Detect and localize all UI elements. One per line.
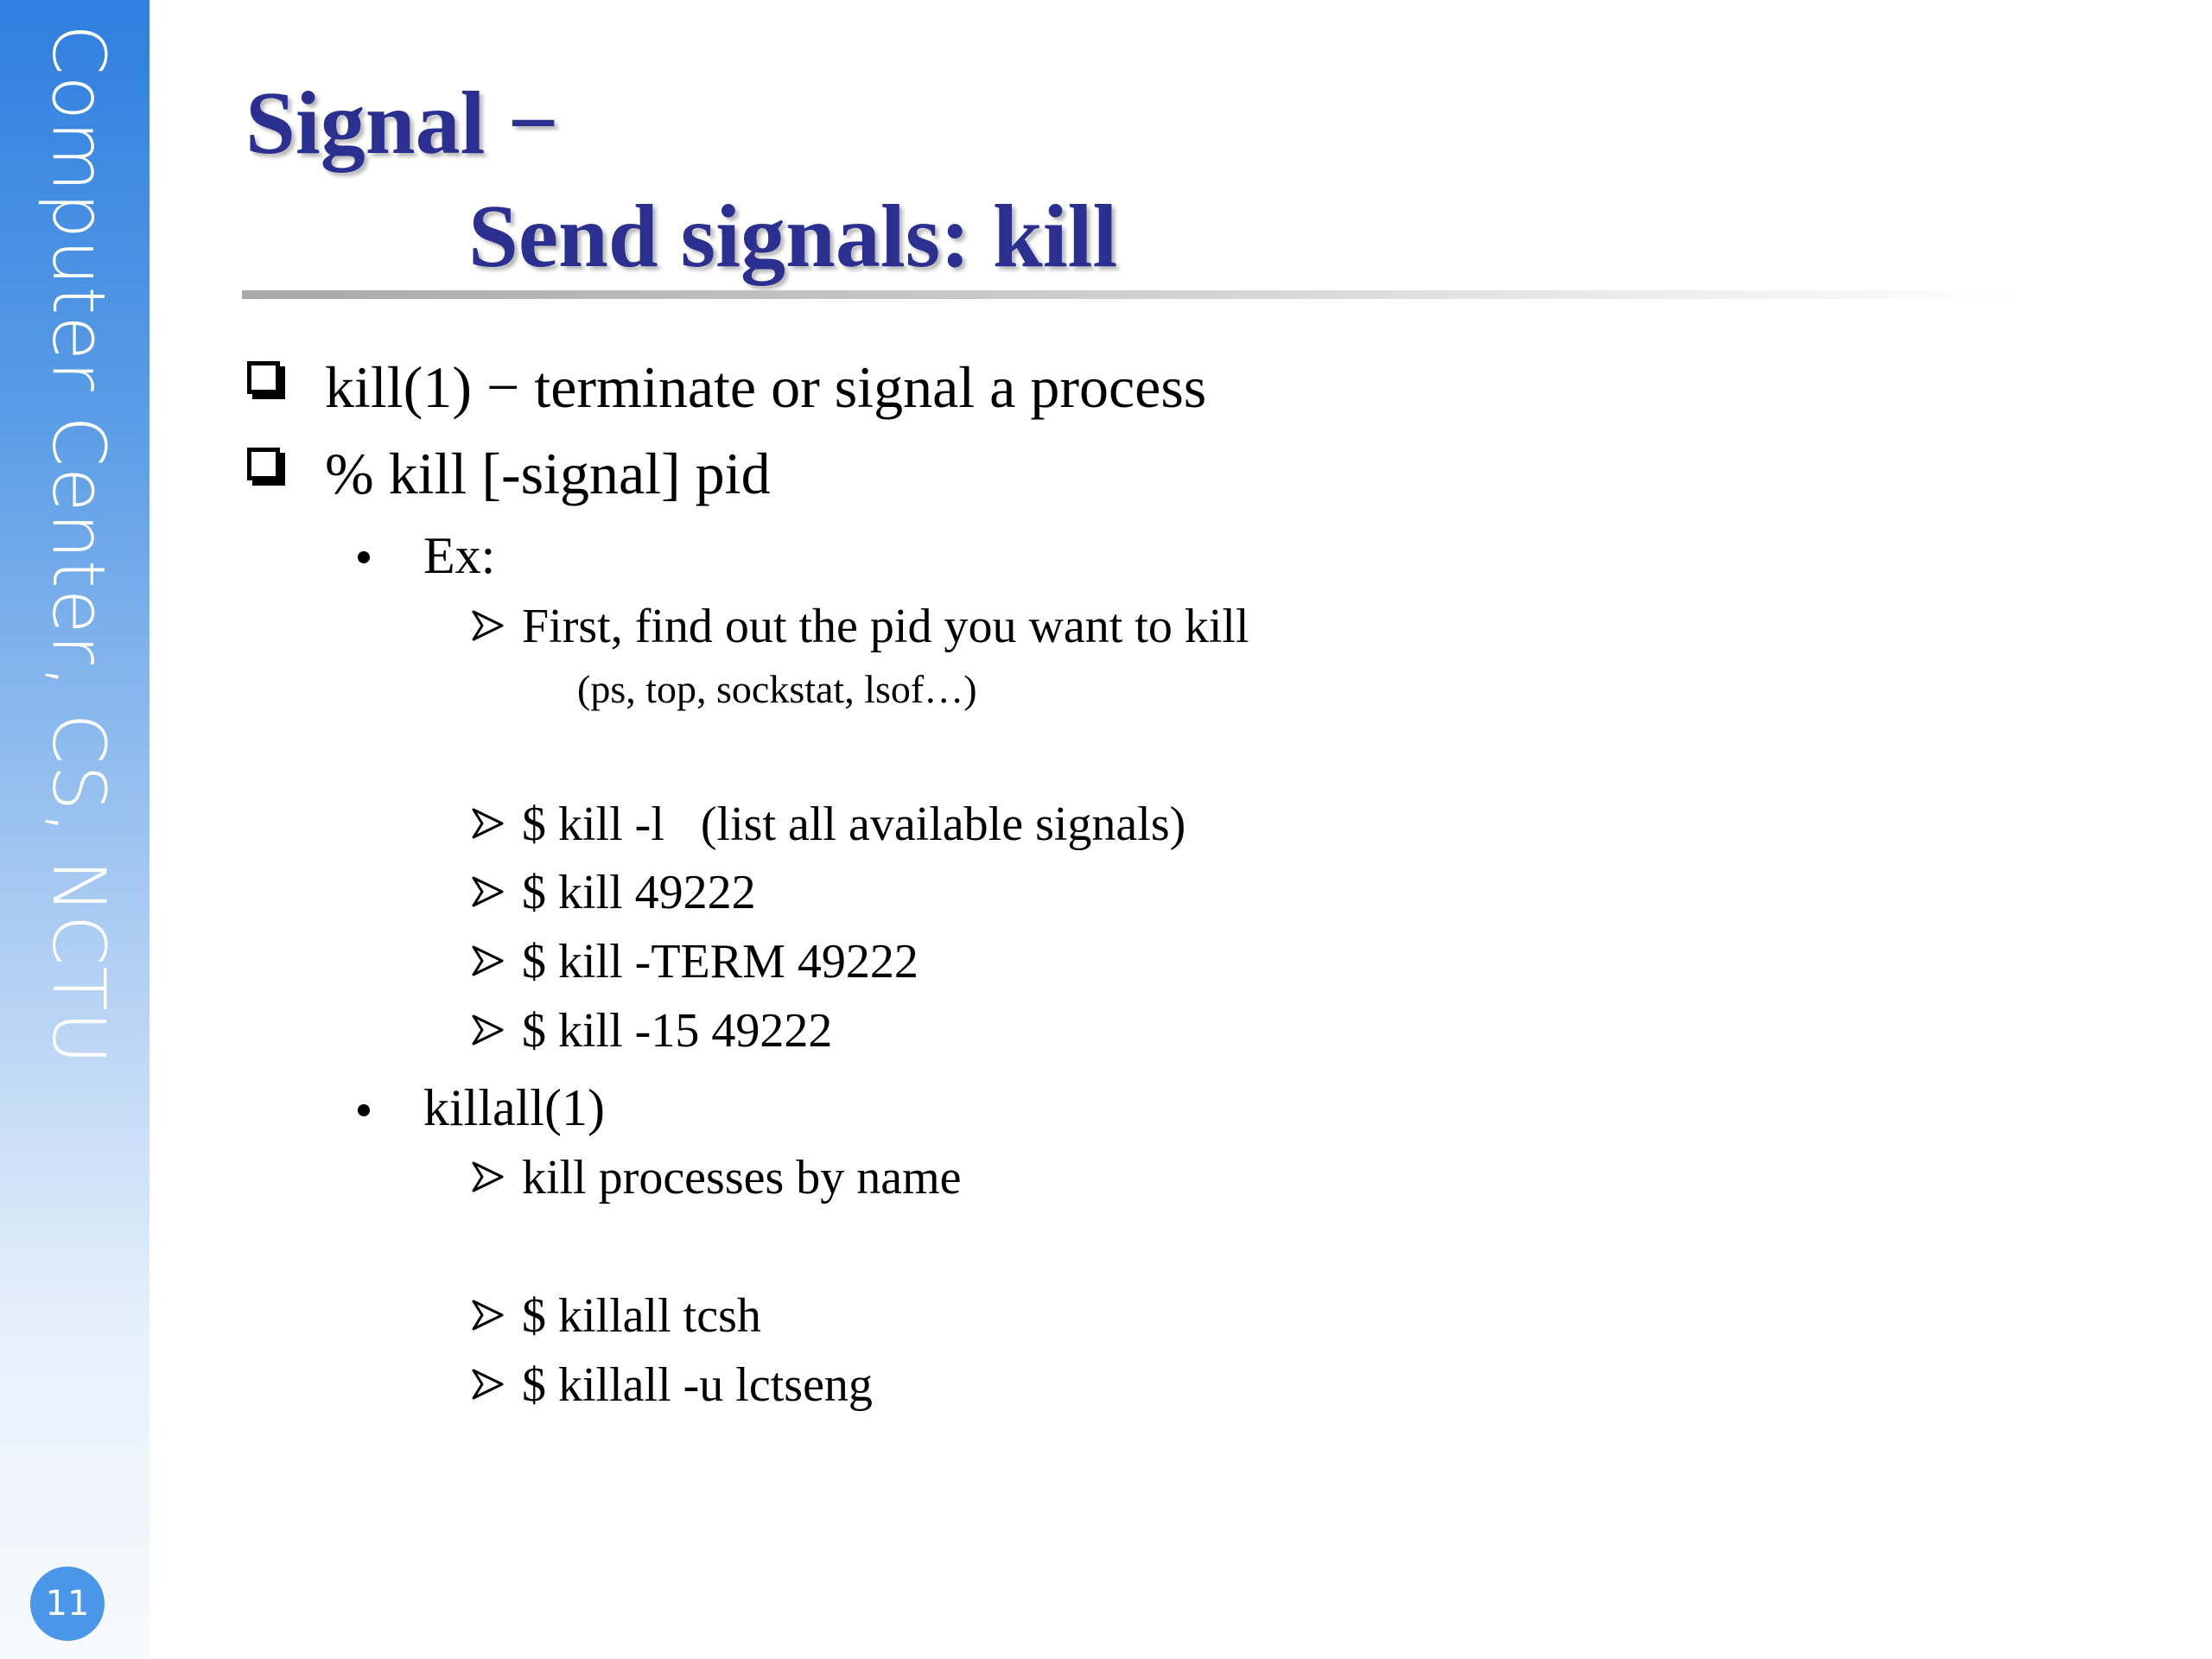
ex-kill-15: $ kill -15 49222	[522, 1004, 833, 1058]
ex-kill-term: $ kill -TERM 49222	[522, 935, 918, 988]
ex-label: Ex:	[423, 527, 496, 584]
arrow-bullet-icon	[471, 944, 504, 977]
ex-kill-pid: $ kill 49222	[522, 866, 756, 919]
arrow-bullet-icon	[471, 875, 504, 908]
killall-description: kill processes by name	[522, 1151, 962, 1205]
arrow-bullet-icon	[471, 1299, 504, 1332]
ex-list-signals: $ kill -l (list all available signals)	[522, 798, 1186, 851]
title-divider	[242, 290, 2022, 299]
bullet-kill-syntax: % kill [-signal] pid	[325, 441, 771, 506]
arrow-bullet-icon	[471, 609, 504, 642]
killall-tcsh: $ killall tcsh	[522, 1289, 761, 1343]
arrow-bullet-icon	[471, 1368, 504, 1401]
killall-label: killall(1)	[423, 1079, 605, 1136]
square-bullet-icon	[247, 448, 280, 480]
arrow-bullet-icon	[471, 1014, 504, 1046]
ex-find-pid-note: (ps, top, sockstat, lsof…)	[577, 667, 977, 711]
title-line-2: Send signals: kill	[468, 187, 1118, 286]
sidebar	[0, 0, 149, 1659]
square-bullet-icon	[247, 361, 280, 394]
dot-bullet-icon	[358, 551, 370, 563]
killall-user: $ killall -u lctseng	[522, 1358, 873, 1412]
ex-find-pid: First, find out the pid you want to kill	[522, 600, 1249, 653]
arrow-bullet-icon	[471, 1160, 504, 1193]
arrow-bullet-icon	[471, 807, 504, 840]
title-line-1: Signal −	[245, 73, 559, 173]
sidebar-org-text: Computer Center, CS, NCTU	[36, 24, 121, 1066]
page-number-badge: 11	[30, 1567, 105, 1641]
slide-title	[245, 69, 1117, 290]
bullet-kill-description: kill(1) − terminate or signal a process	[325, 354, 1207, 420]
dot-bullet-icon	[358, 1104, 370, 1116]
